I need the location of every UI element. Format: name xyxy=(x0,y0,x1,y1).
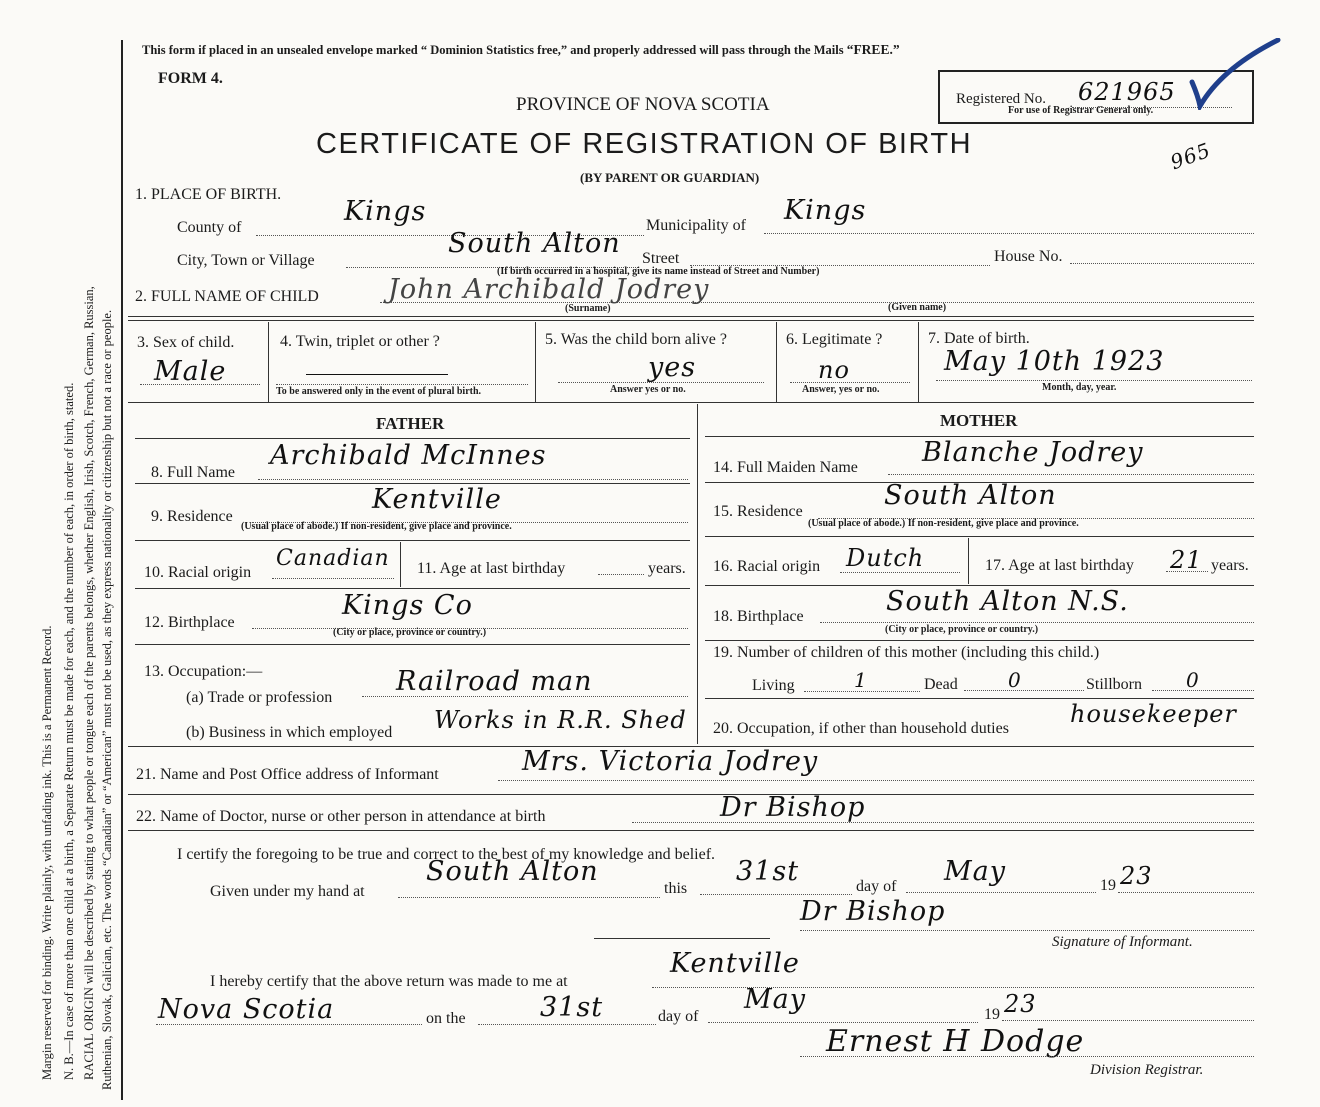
stamp-number: 965 xyxy=(1167,137,1215,175)
mother-age-unit: years. xyxy=(1211,557,1249,574)
registrar-signature: Ernest H Dodge xyxy=(826,1024,1085,1059)
father-heading: FATHER xyxy=(376,414,445,433)
form-number: FORM 4. xyxy=(158,70,223,87)
county-label: County of xyxy=(177,219,242,236)
city-value: South Alton xyxy=(448,228,621,259)
living-value: 1 xyxy=(854,668,868,692)
mother-racial-value: Dutch xyxy=(846,544,925,572)
place-heading: 1. PLACE OF BIRTH. xyxy=(135,186,282,203)
mother-birthplace-note: (City or place, province or country.) xyxy=(885,624,1039,635)
document-title: CERTIFICATE OF REGISTRATION OF BIRTH xyxy=(316,128,973,160)
cert-month: May xyxy=(944,856,1006,887)
father-trade-label: (a) Trade or profession xyxy=(186,689,333,706)
registrar-note: For use of Registrar General only. xyxy=(1008,105,1154,116)
legitimate-note: Answer, yes or no. xyxy=(802,384,880,395)
given-note: (Given name) xyxy=(888,302,947,313)
signature-caption: Signature of Informant. xyxy=(1052,934,1193,950)
mother-name-label: 14. Full Maiden Name xyxy=(713,459,858,476)
father-business-value: Works in R.R. Shed xyxy=(434,706,687,734)
father-residence-label: 9. Residence xyxy=(151,508,233,525)
father-age-label: 11. Age at last birthday xyxy=(417,560,566,577)
cert-day: 31st xyxy=(736,856,800,887)
hospital-note: (If birth occurred in a hospital, give its name instead of Street and Number) xyxy=(497,266,820,277)
living-label: Living xyxy=(752,677,795,694)
surname-note: (Surname) xyxy=(565,303,611,314)
informant-label: 21. Name and Post Office address of Informant xyxy=(136,766,439,783)
dead-label: Dead xyxy=(924,676,958,693)
mail-free: “FREE.” xyxy=(846,42,900,57)
cert-day-of-label: day of xyxy=(856,878,897,895)
dob-value: May 10th 1923 xyxy=(944,346,1165,377)
father-birthplace-label: 12. Birthplace xyxy=(144,614,235,631)
father-business-label: (b) Business in which employed xyxy=(186,724,393,741)
legitimate-label: 6. Legitimate ? xyxy=(786,331,883,348)
child-name-label: 2. FULL NAME OF CHILD xyxy=(135,288,319,305)
alive-label: 5. Was the child born alive ? xyxy=(545,331,727,348)
father-residence-note: (Usual place of abode.) If non-resident, give place and province. xyxy=(241,521,512,532)
informant-signature: Dr Bishop xyxy=(800,896,946,927)
registered-label: Registered No. xyxy=(956,91,1046,107)
father-name-label: 8. Full Name xyxy=(151,464,235,481)
registrar-day: 31st xyxy=(540,992,604,1023)
house-label: House No. xyxy=(994,248,1063,265)
registrar-on-label: on the xyxy=(426,1010,466,1027)
document-subtitle: (BY PARENT OR GUARDIAN) xyxy=(580,170,760,185)
cert-year: 23 xyxy=(1120,862,1153,890)
margin-note-line3: RACIAL ORIGIN will be described by stating to what people or tongue each of the parents belongs, whether English, Irish, Scotch, French, German, Russian, xyxy=(82,286,96,1080)
stillborn-label: Stillborn xyxy=(1086,676,1143,693)
father-racial-value: Canadian xyxy=(276,546,390,571)
mother-birthplace-label: 18. Birthplace xyxy=(713,608,804,625)
dob-note: Month, day, year. xyxy=(1042,382,1117,393)
registrar-year: 23 xyxy=(1004,990,1037,1018)
father-birthplace-note: (City or place, province or country.) xyxy=(333,627,487,638)
father-residence-value: Kentville xyxy=(372,484,502,515)
child-name-value: John Archibald Jodrey xyxy=(388,274,710,305)
mail-notice xyxy=(142,42,900,58)
registrar-year-prefix: 19 xyxy=(984,1006,1000,1023)
margin-note-line1: Margin reserved for binding. Write plainly, with unfading ink. This is a Permanent Record. xyxy=(40,625,54,1080)
mother-residence-note: (Usual place of abode.) If non-resident, give place and province. xyxy=(808,518,1079,529)
dob-label: 7. Date of birth. xyxy=(928,330,1030,347)
stillborn-value: 0 xyxy=(1186,668,1200,692)
mother-age-label: 17. Age at last birthday xyxy=(985,557,1134,574)
cert-statement: I certify the foregoing to be true and correct to the best of my knowledge and belief. xyxy=(177,846,716,863)
father-birthplace-value: Kings Co xyxy=(342,590,473,621)
mother-racial-label: 16. Racial origin xyxy=(713,558,821,575)
father-racial-label: 10. Racial origin xyxy=(144,564,252,581)
registered-number: 621965 xyxy=(1078,78,1176,106)
father-age-unit: years. xyxy=(648,560,686,577)
mother-birthplace-value: South Alton N.S. xyxy=(886,586,1129,617)
mother-residence-value: South Alton xyxy=(884,480,1057,511)
check-mark-icon xyxy=(1182,38,1282,110)
mail-notice-text: This form if placed in an unsealed envelope marked “ Dominion Statistics free,” and properly addressed will pass through the Mails xyxy=(142,43,844,57)
registrar-caption: Division Registrar. xyxy=(1090,1062,1204,1078)
margin-note-line4: Ruthenian, Slovak, Galician, etc. The words “Canadian” or “American” must not be used, as they express nationality or citizenship but not a race or people. xyxy=(100,309,114,1090)
mother-occupation-label: 20. Occupation, if other than household duties xyxy=(713,720,1009,737)
alive-value: yes xyxy=(648,352,697,383)
municipality-label: Municipality of xyxy=(646,217,746,234)
cert-year-prefix: 19 xyxy=(1100,877,1116,894)
given-place: South Alton xyxy=(426,856,599,887)
mother-occupation-value: housekeeper xyxy=(1070,700,1237,728)
city-label: City, Town or Village xyxy=(177,252,315,269)
sex-value: Male xyxy=(154,356,227,387)
registrar-place: Kentville xyxy=(670,948,800,979)
registrar-month: May xyxy=(744,984,806,1015)
county-value: Kings xyxy=(344,196,427,227)
this-label: this xyxy=(664,880,688,897)
father-trade-value: Railroad man xyxy=(396,666,593,697)
alive-note: Answer yes or no. xyxy=(610,384,686,395)
mother-children-label: 19. Number of children of this mother (including this child.) xyxy=(713,644,1100,661)
binding-line xyxy=(121,40,123,1100)
mother-name-value: Blanche Jodrey xyxy=(922,437,1144,468)
registrar-statement: I hereby certify that the above return was made to me at xyxy=(210,973,568,990)
informant-value: Mrs. Victoria Jodrey xyxy=(522,746,819,777)
margin-note-line2: N. B.—In case of more than one child at a birth, a Separate Return must be made for each, and the number of each, in order of birth, stated. xyxy=(62,382,76,1080)
mother-residence-label: 15. Residence xyxy=(713,503,803,520)
mother-heading: MOTHER xyxy=(940,411,1018,430)
twin-label: 4. Twin, triplet or other ? xyxy=(280,333,440,350)
dead-value: 0 xyxy=(1008,668,1022,692)
registrar-province: Nova Scotia xyxy=(158,994,335,1025)
doctor-label: 22. Name of Doctor, nurse or other person in attendance at birth xyxy=(136,808,546,825)
given-label: Given under my hand at xyxy=(210,883,365,900)
sex-label: 3. Sex of child. xyxy=(137,334,235,351)
doctor-value: Dr Bishop xyxy=(720,792,866,823)
father-occupation-label: 13. Occupation:— xyxy=(144,663,263,680)
municipality-value: Kings xyxy=(784,195,867,226)
twin-note: To be answered only in the event of plural birth. xyxy=(276,386,482,397)
province-title: PROVINCE OF NOVA SCOTIA xyxy=(516,94,770,115)
street-label: Street xyxy=(642,250,680,267)
registrar-day-of-label: day of xyxy=(658,1008,699,1025)
mother-age-value: 21 xyxy=(1170,546,1203,574)
legitimate-value: no xyxy=(818,356,850,384)
father-name-value: Archibald McInnes xyxy=(270,440,547,471)
